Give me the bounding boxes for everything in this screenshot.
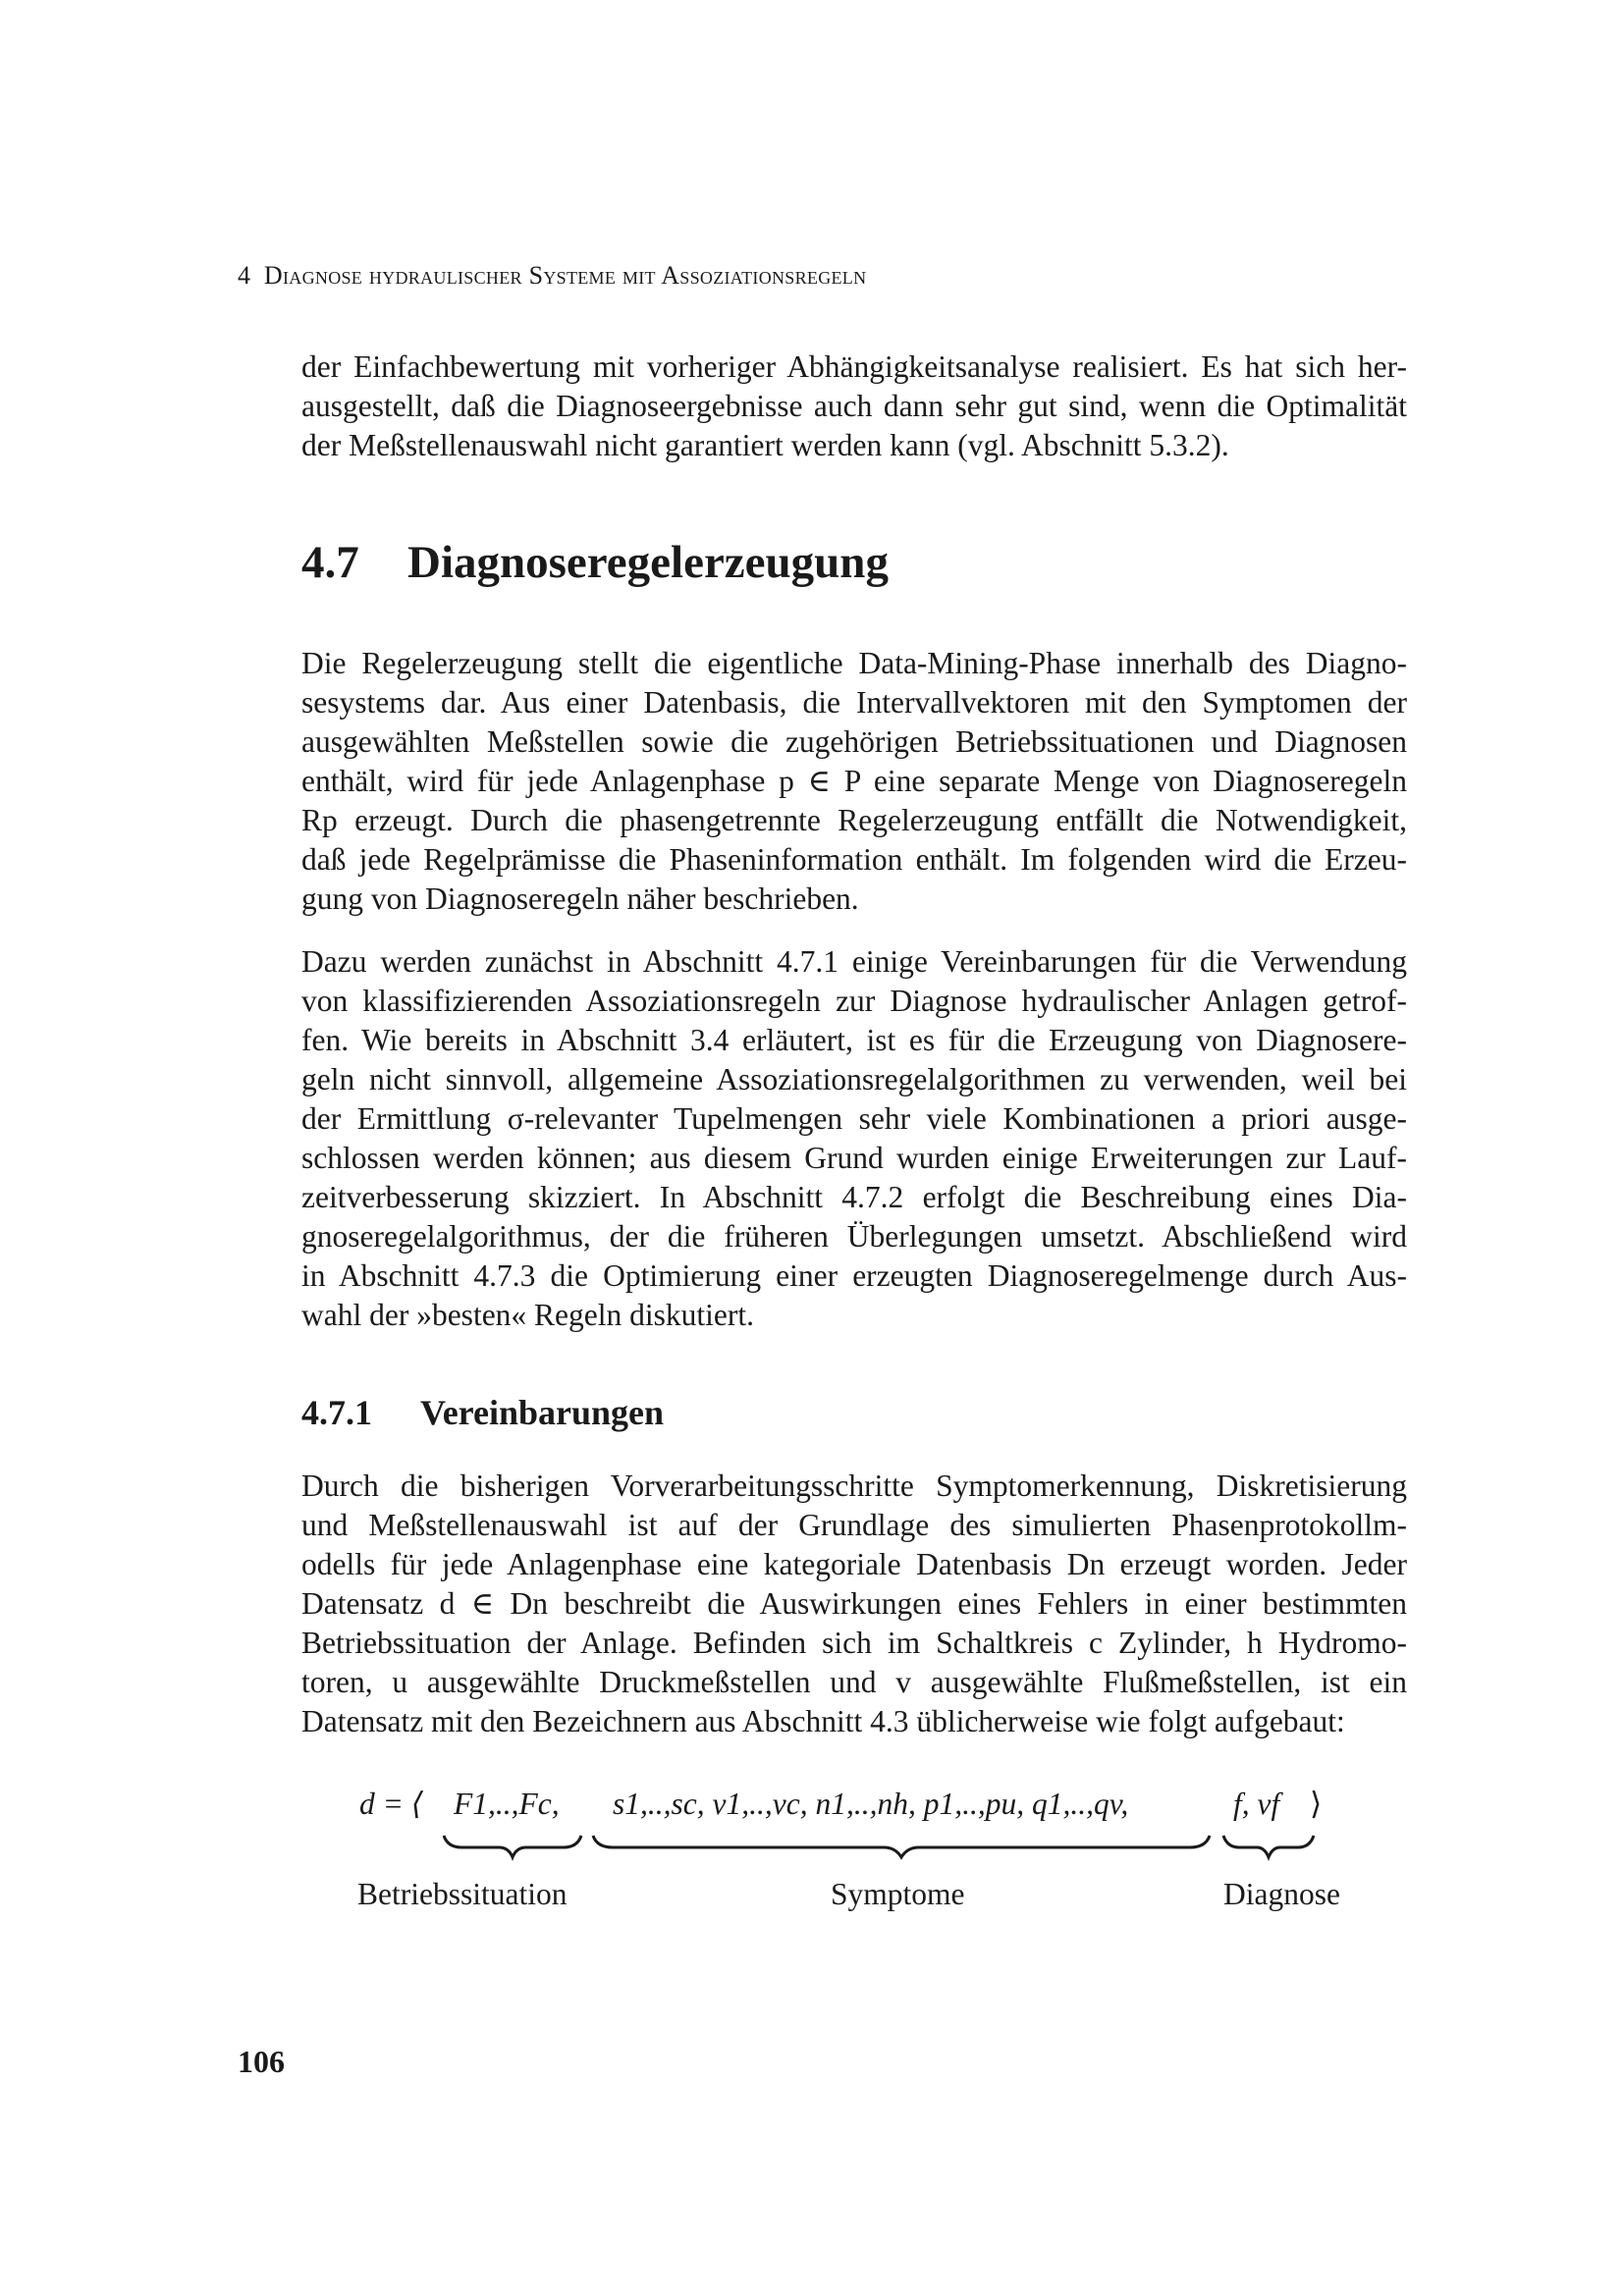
subsection-title: Vereinbarungen <box>420 1393 665 1432</box>
text-line: von klassifizierenden Assoziationsregeln zur Diagnose hydraulischer Anlagen getrof- <box>301 984 1407 1018</box>
formula-symptome: s1,..,sc, v1,..,vc, n1,..,nh, p1,..,pu, q1,..,qv, <box>613 1787 1129 1821</box>
formula-diagnose: f, vf <box>1233 1787 1280 1821</box>
text-line: gnoseregelalgorithmus, der die früheren Überlegungen umsetzt. Abschließend wird <box>301 1219 1407 1254</box>
text-line: enthält, wird für jede Anlagenphase p ∈ P eine separate Menge von Diagnoseregeln <box>301 764 1407 798</box>
text-line: Datensatz d ∈ Dn beschreibt die Auswirkungen eines Fehlers in einer bestimmten <box>301 1586 1407 1621</box>
text-line: Rp erzeugt. Durch die phasengetrennte Regelerzeugung entfällt die Notwendigkeit, <box>301 803 1407 837</box>
running-head-title: Diagnose hydraulischer Systeme mit Assoziationsregeln <box>263 261 867 290</box>
subsection-heading <box>301 1392 664 1433</box>
text-line: Betriebssituation der Anlage. Befinden sich im Schaltkreis c Zylinder, h Hydromo- <box>301 1626 1407 1660</box>
section-paragraph-2 <box>301 942 1407 1335</box>
section-heading <box>301 536 889 589</box>
section-title: Diagnoseregelerzeugung <box>407 537 889 588</box>
page-number: 106 <box>238 2044 285 2079</box>
text-line: gung von Diagnoseregeln näher beschrieben. <box>301 881 859 916</box>
intro-paragraph <box>301 347 1407 465</box>
label-betriebssituation: Betriebssituation <box>357 1877 568 1911</box>
running-head-chapter-number: 4 <box>238 261 251 290</box>
text-line: odells für jede Anlagenphase eine kategoriale Datenbasis Dn erzeugt worden. Jeder <box>301 1547 1407 1581</box>
text-line: Datensatz mit den Bezeichnern aus Abschnitt 4.3 üblicherweise wie folgt aufgebaut: <box>301 1704 1345 1738</box>
text-line: der Ermittlung σ-relevanter Tupelmengen sehr viele Kombinationen a priori ausge- <box>301 1101 1407 1136</box>
underbrace-symptome <box>593 1836 1210 1857</box>
subsection-paragraph <box>301 1467 1407 1741</box>
underbrace-betriebssituation <box>444 1836 581 1857</box>
text-line: ausgestellt, daß die Diagnoseergebnisse auch dann sehr gut sind, wenn die Optimalität <box>301 389 1407 423</box>
text-line: Dazu werden zunächst in Abschnitt 4.7.1 einige Vereinbarungen für die Verwendung <box>301 944 1407 979</box>
section-number: 4.7 <box>301 537 359 588</box>
running-head <box>238 261 866 291</box>
text-line: ausgewählten Meßstellen sowie die zugehörigen Betriebssituationen und Diagnosen <box>301 724 1407 759</box>
text-line: daß jede Regelprämisse die Phaseninformation enthält. Im folgenden wird die Erzeu- <box>301 842 1407 877</box>
formula-lhs: d = ⟨ <box>359 1787 424 1821</box>
text-line: fen. Wie bereits in Abschnitt 3.4 erläutert, ist es für die Erzeugung von Diagnosere- <box>301 1023 1407 1057</box>
text-line: wahl der »besten« Regeln diskutiert. <box>301 1298 755 1332</box>
text-line: in Abschnitt 4.7.3 die Optimierung einer erzeugten Diagnoseregelmenge durch Aus- <box>301 1258 1407 1293</box>
subsection-number: 4.7.1 <box>301 1393 372 1432</box>
text-line: schlossen werden können; aus diesem Grund wurden einige Erweiterungen zur Lauf- <box>301 1141 1407 1175</box>
formula-betriebssituation: F1,..,Fc, <box>454 1787 560 1821</box>
text-line: toren, u ausgewählte Druckmeßstellen und v ausgewählte Flußmeßstellen, ist ein <box>301 1665 1407 1699</box>
text-line: Durch die bisherigen Vorverarbeitungsschritte Symptomerkennung, Diskretisierung <box>301 1468 1407 1503</box>
text-line: der Meßstellenauswahl nicht garantiert werden kann (vgl. Abschnitt 5.3.2). <box>301 428 1229 462</box>
label-symptome: Symptome <box>831 1877 965 1911</box>
label-diagnose: Diagnose <box>1223 1877 1340 1911</box>
text-line: zeitverbesserung skizziert. In Abschnitt 4.7.2 erfolgt die Beschreibung eines Dia- <box>301 1180 1407 1214</box>
text-line: und Meßstellenauswahl ist auf der Grundlage des simulierten Phasenprotokollm- <box>301 1508 1407 1542</box>
text-line: geln nicht sinnvoll, allgemeine Assoziationsregelalgorithmen zu verwenden, weil bei <box>301 1062 1407 1096</box>
section-paragraph-1 <box>301 644 1407 919</box>
underbrace-diagnose <box>1223 1836 1314 1857</box>
formula-rhs: ⟩ <box>1310 1787 1323 1821</box>
text-line: der Einfachbewertung mit vorheriger Abhängigkeitsanalyse realisiert. Es hat sich her- <box>301 349 1407 384</box>
text-line: Die Regelerzeugung stellt die eigentliche Data-Mining-Phase innerhalb des Diagno- <box>301 646 1407 680</box>
text-line: sesystems dar. Aus einer Datenbasis, die Intervallvektoren mit den Symptomen der <box>301 685 1407 720</box>
